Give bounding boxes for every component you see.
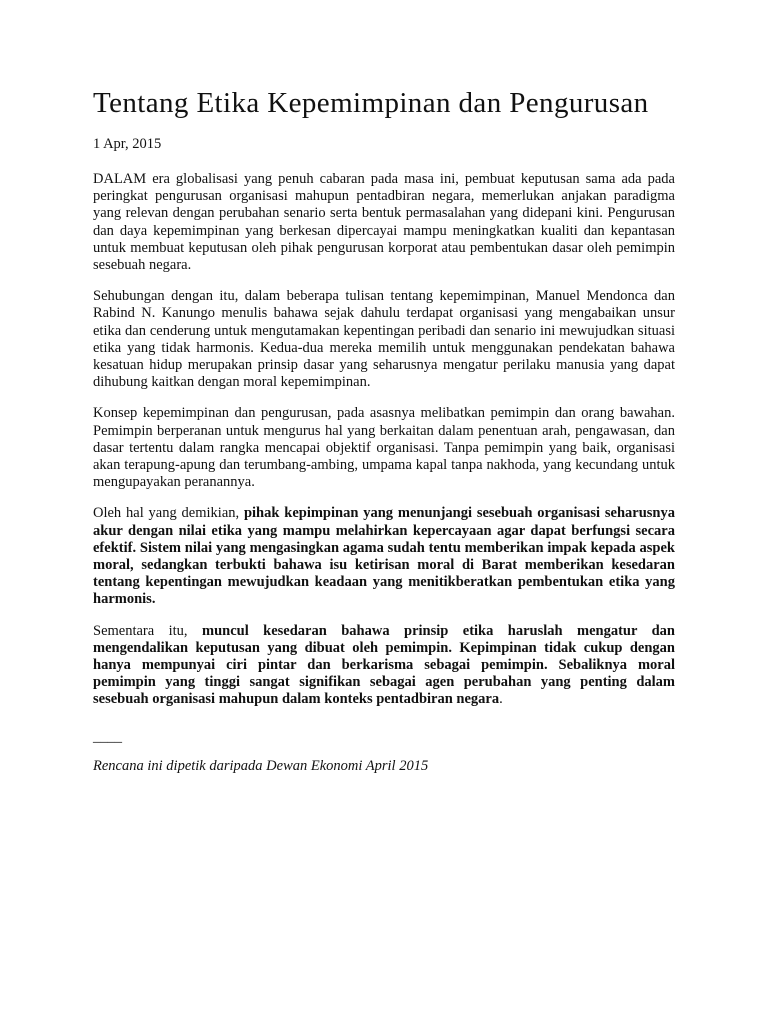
separator-line: ____ <box>93 728 122 745</box>
article-date: 1 Apr, 2015 <box>93 136 162 152</box>
paragraph-3: Konsep kepemimpinan dan pengurusan, pada asasnya melibatkan pemimpin dan orang bawahan. Pemimpin berperanan untuk mengurus hal yang berkaitan dalam penentuan arah, pengawasan, dan dasar tertentu dalam rangka mencapai objektif organisasi. Tanpa pemimpin yang baik, organisasi akan terapung-apung dan terumbang-ambing, umpama kapal tanpa nakhoda, yang kecundang untuk mengupayakan peranannya. <box>93 405 675 491</box>
paragraph-5-lead: Sementara itu, <box>93 622 202 639</box>
paragraph-5 <box>93 623 675 709</box>
paragraph-2: Sehubungan dengan itu, dalam beberapa tulisan tentang kepemimpinan, Manuel Mendonca dan Rabind N. Kanungo menulis bahawa sejak dahulu terdapat organisasi yang mengabaikan unsur etika dan cenderung untuk mengutamakan kepentingan peribadi dan senario ini mewujudkan situasi etika yang tidak harmonis. Kedua-dua mereka memilih untuk menggunakan pendekatan bahawa kesatuan hidup merupakan prinsip dasar yang seharusnya mengatur perilaku manusia yang dapat dihubung kaitkan dengan moral kepemimpinan. <box>93 288 675 391</box>
paragraph-4 <box>93 505 675 608</box>
paragraph-5-tail: . <box>499 691 503 708</box>
article <box>93 86 675 775</box>
paragraph-1: DALAM era globalisasi yang penuh cabaran pada masa ini, pembuat keputusan sama ada pada peringkat pengurusan organisasi mahupun pentadbiran negara, memerlukan anjakan paradigma yang relevan dengan perubahan senario serta bentuk permasalahan yang didepani kini. Pengurusan dan daya kepemimpinan yang berkesan dipercayai mampu meningkatkan kualiti dan kepantasan untuk membuat keputusan oleh pihak pengurusan korporat atau pembentukan dasar oleh pemimpin sesebuah negara. <box>93 171 675 274</box>
paragraph-4-lead: Oleh hal yang demikian, <box>93 505 244 522</box>
paragraph-4-bold: pihak kepimpinan yang menunjangi sesebuah organisasi seharusnya akur dengan nilai etika yang mampu melahirkan kepercayaan agar dapat berfungsi secara efektif. Sistem nilai yang mengasingkan agama sudah tentu memberikan impak kepada aspek moral, sedangkan terbukti bahawa isu ketirisan moral di Barat memberikan kesedaran tentang kepentingan mewujudkan keadaan yang menitikberatkan pembentukan etika yang harmonis. <box>93 505 675 608</box>
paragraph-5-bold: muncul kesedaran bahawa prinsip etika haruslah mengatur dan mengendalikan keputusan yang dibuat oleh pemimpin. Kepimpinan tidak cukup dengan hanya mempunyai ciri pintar dan berkarisma sebagai pemimpin. Sebaliknya moral pemimpin yang tinggi sangat signifikan sebagai agen perubahan yang penting dalam sesebuah organisasi mahupun dalam konteks pentadbiran negara <box>93 622 675 708</box>
article-title: Tentang Etika Kepemimpinan dan Pengurusan <box>93 87 649 119</box>
source-credit: Rencana ini dipetik daripada Dewan Ekonomi April 2015 <box>93 757 429 774</box>
